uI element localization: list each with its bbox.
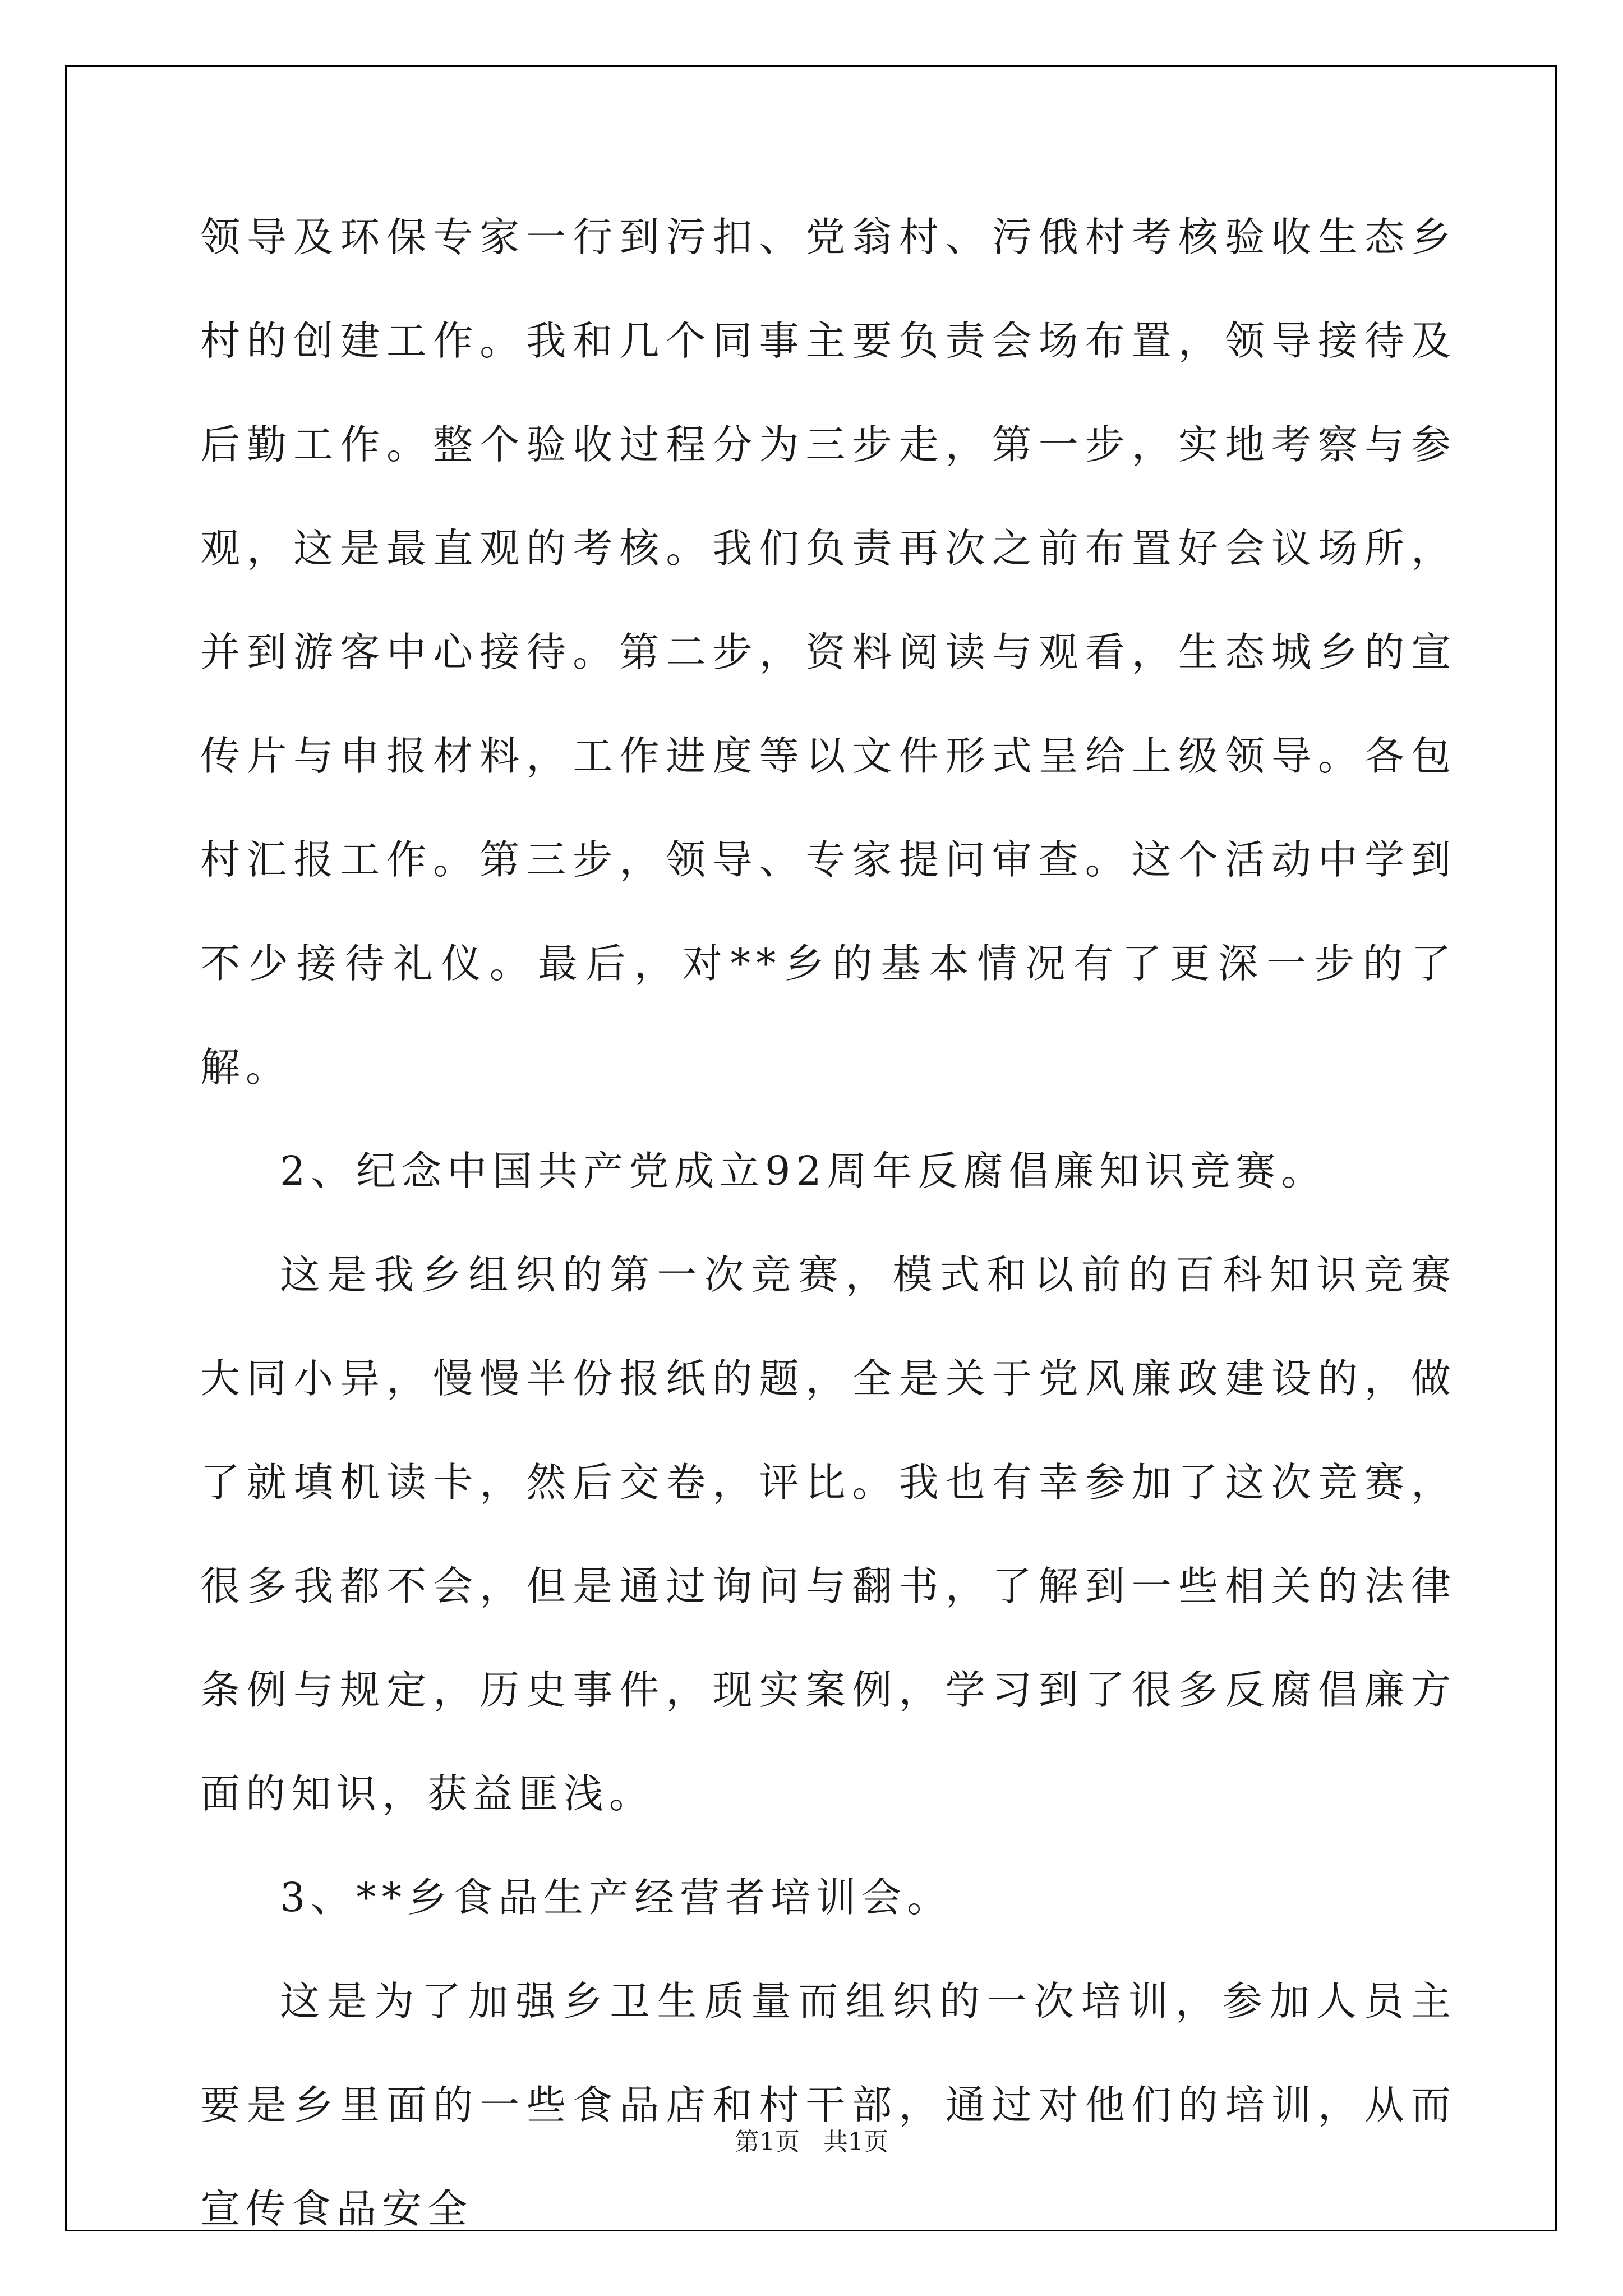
heading-food-training: 3、**乡食品生产经营者培训会。 [280,1874,953,1921]
paragraph-knowledge-contest: 这是我乡组织的第一次竞赛，模式和以前的百科知识竞赛大同小异，慢慢半份报纸的题，全是关于党风廉政建设的，做了就填机读卡，然后交卷，评比。我也有幸参加了这次竞赛，很多我都不会，但是通过询问与翻书，了解到一些相关的法律条例与规定，历史事件，现实案例，学习到了很多反腐倡廉方面的知识，获益匪浅。 [200,1251,1456,1817]
heading-knowledge-contest: 2、纪念中国共产党成立92周年反腐倡廉知识竞赛。 [280,1148,1327,1194]
document-body [200,185,1456,2261]
paragraph-food-training: 这是为了加强乡卫生质量而组织的一次培训，参加人员主要是乡里面的一些食品店和村干部，通过对他们的培训，从而宣传食品安全 [200,1978,1456,2232]
page-number-footer: 第1页 共1页 [735,2128,888,2156]
paragraph-verification-activity: 领导及环保专家一行到污扣、党翁村、污俄村考核验收生态乡村的创建工作。我和几个同事主要负责会场布置，领导接待及后勤工作。整个验收过程分为三步走，第一步，实地考察与参观，这是最直观的考核。我们负责再次之前布置好会议场所，并到游客中心接待。第二步，资料阅读与观看，生态城乡的宣传片与申报材料，工作进度等以文件形式呈给上级领导。各包村汇报工作。第三步，领导、专家提问审查。这个活动中学到不少接待礼仪。最后，对**乡的基本情况有了更深一步的了解。 [200,214,1456,1091]
